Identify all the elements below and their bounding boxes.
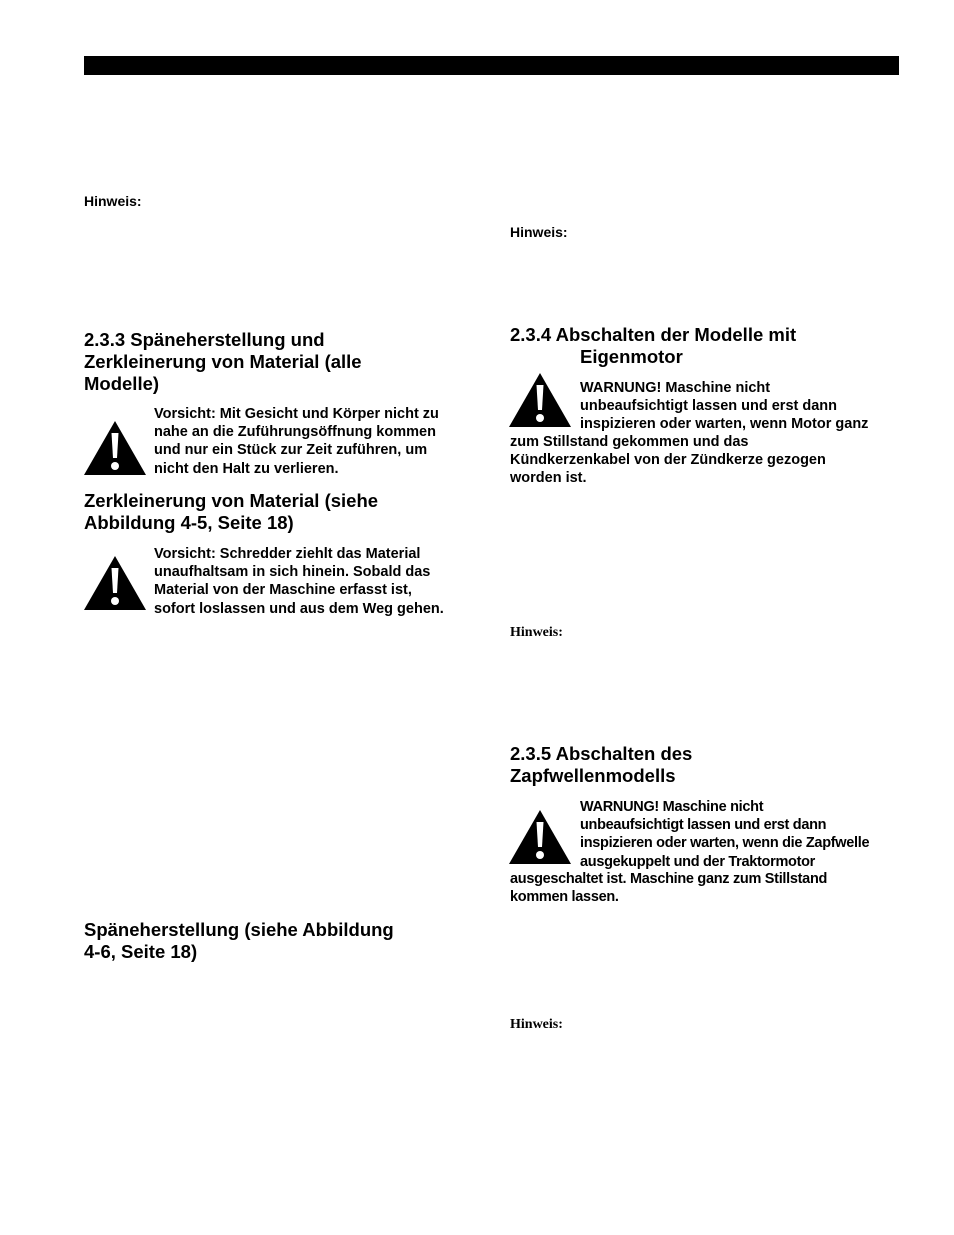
warning-triangle-icon: [508, 372, 572, 428]
warning-triangle-icon: [508, 809, 572, 865]
warning-line: ausgeschaltet ist. Maschine ganz zum Stillstand: [510, 871, 828, 887]
heading-line: 2.3.3 Späneherstellung und: [84, 329, 325, 350]
caution-line: sofort loslassen und aus dem Weg gehen.: [154, 600, 444, 617]
heading-line: 2.3.5 Abschalten des: [510, 743, 693, 764]
heading-line: Modelle): [84, 373, 160, 394]
warning-notice-continued: [510, 870, 900, 906]
caution-line: nicht den Halt zu verlieren.: [154, 460, 339, 477]
heading-line: Abbildung 4-5, Seite 18): [84, 512, 294, 533]
warning-line: WARNUNG! Maschine nicht: [580, 380, 771, 396]
warning-line: ausgekuppelt und der Traktormotor: [580, 853, 816, 870]
section-heading-2-3-3: [84, 329, 362, 395]
note-label: Hinweis:: [510, 224, 568, 240]
heading-line: Eigenmotor: [580, 346, 683, 367]
heading-line: Zerkleinerung von Material (alle: [84, 351, 362, 372]
caution-line: unaufhaltsam in sich hinein. Sobald das: [154, 564, 431, 581]
caution-notice: [154, 405, 474, 478]
warning-line: inspizieren oder warten, wenn die Zapfwelle: [580, 835, 870, 852]
warning-line: unbeaufsichtigt lassen und erst dann: [580, 817, 827, 834]
subsection-heading-zerkleinerung: [84, 490, 378, 534]
warning-triangle-icon: [83, 420, 147, 476]
warning-triangle-icon: [83, 555, 147, 611]
note-label: Hinweis:: [84, 193, 142, 209]
subsection-heading-spane: [84, 919, 394, 963]
warning-line: worden ist.: [510, 470, 587, 487]
warning-notice-lines: [580, 798, 900, 871]
caution-line: und nur ein Stück zur Zeit zuführen, um: [154, 442, 428, 459]
note-label: Hinweis:: [510, 625, 563, 640]
note-label: Hinweis:: [510, 1017, 563, 1032]
warning-line: unbeaufsichtigt lassen und erst dann: [580, 398, 838, 415]
caution-line: Vorsicht: Mit Gesicht und Körper nicht zu: [154, 406, 439, 422]
caution-line: Material von der Maschine erfasst ist,: [154, 582, 412, 599]
warning-line: inspizieren oder warten, wenn Motor ganz: [580, 416, 869, 433]
section-heading-2-3-4: [510, 324, 796, 368]
caution-line: Vorsicht: Schredder ziehlt das Material: [154, 546, 421, 562]
section-heading-2-3-5: [510, 743, 692, 787]
caution-notice: [154, 545, 474, 618]
heading-line: Zerkleinerung von Material (siehe: [84, 490, 379, 511]
warning-line: Kündkerzenkabel von der Zündkerze gezogen: [510, 452, 826, 469]
header-bar: [84, 56, 899, 75]
warning-line: zum Stillstand gekommen und das: [510, 434, 749, 450]
caution-line: nahe an die Zuführungsöffnung kommen: [154, 424, 436, 441]
heading-line: 2.3.4 Abschalten der Modelle mit: [510, 324, 797, 345]
heading-line: Späneherstellung (siehe Abbildung: [84, 919, 394, 940]
warning-notice-continued: [510, 433, 900, 488]
warning-notice-lines: [580, 379, 900, 434]
warning-line: WARNUNG! Maschine nicht: [580, 799, 764, 815]
warning-line: kommen lassen.: [510, 889, 619, 906]
heading-line: Zapfwellenmodells: [510, 765, 676, 786]
heading-line: 4-6, Seite 18): [84, 941, 198, 962]
